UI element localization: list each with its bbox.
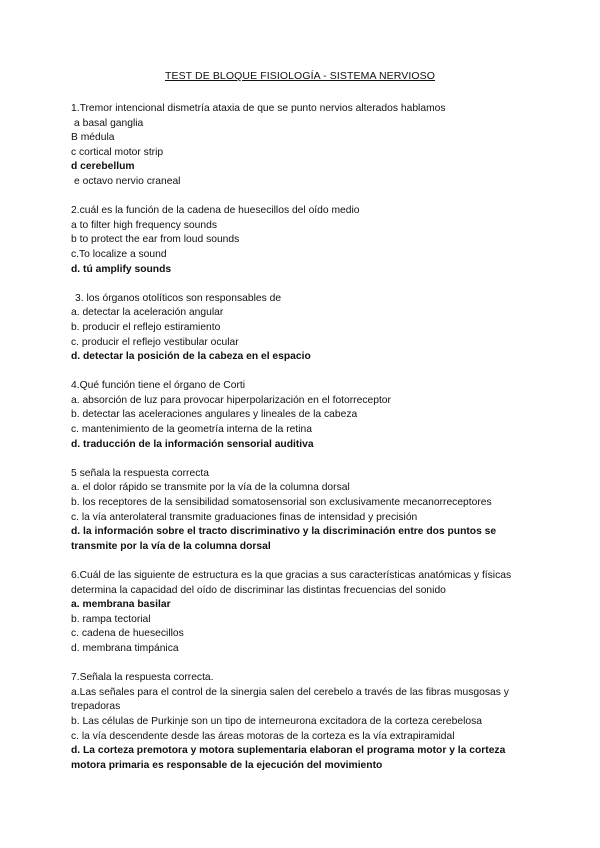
question-2-text: 2.cuál es la función de la cadena de huesecillos del oído medio	[71, 205, 360, 217]
question-3-option-c: c. producir el reflejo vestibular ocular	[71, 336, 239, 348]
question-3-option-d-correct: d. detectar la posición de la cabeza en el espacio	[71, 351, 311, 363]
question-6-option-c: c. cadena de huesecillos	[71, 628, 184, 640]
question-6-text: 6.Cuál de las siguiente de estructura es la que gracias a sus características anatómicas y físicas determina la capacidad del oído de discriminar las distintas frecuencias del sonido	[71, 570, 512, 596]
question-3-option-b: b. producir el reflejo estiramiento	[71, 321, 221, 333]
question-5-option-a: a. el dolor rápido se transmite por la vía de la columna dorsal	[71, 482, 350, 494]
question-2-option-a: a to filter high frequency sounds	[71, 219, 217, 231]
question-1	[71, 102, 531, 190]
question-4-text: 4.Qué función tiene el órgano de Corti	[71, 380, 246, 392]
question-3-text: 3. los órganos otolíticos son responsables de	[75, 292, 282, 304]
question-3-option-a: a. detectar la aceleración angular	[71, 307, 224, 319]
question-2-option-d-correct: d. tú amplify sounds	[71, 263, 172, 275]
question-7-text: 7.Señala la respuesta correcta.	[71, 672, 214, 684]
question-5-text: 5 señala la respuesta correcta	[71, 467, 209, 479]
question-7-option-a: a.Las señales para el control de la sinergia salen del cerebelo a través de las fibras musgosas y trepadoras	[71, 686, 509, 713]
question-7-option-d-correct: d. La corteza premotora y motora suplementaria elaboran el programa motor y la corteza motora primaria es responsable de la ejecución del movimiento	[71, 745, 506, 771]
question-5-option-b: b. los receptores de la sensibilidad somatosensorial son exclusivamente mecanorreceptores	[71, 497, 492, 509]
question-6-option-a-correct: a. membrana basilar	[71, 599, 171, 611]
question-5-option-c: c. la vía anterolateral transmite graduaciones finas de intensidad y precisión	[71, 511, 418, 523]
question-7	[71, 671, 531, 773]
question-1-option-e: e octavo nervio craneal	[74, 175, 181, 187]
question-list	[71, 102, 531, 788]
question-2	[71, 204, 531, 277]
question-2-option-c: c.To localize a sound	[71, 248, 167, 260]
question-1-option-a: a basal ganglia	[74, 117, 144, 129]
question-1-text: 1.Tremor intencional dismetría ataxia de que se punto nervios alterados hablamos	[71, 103, 446, 114]
page-title: TEST DE BLOQUE FISIOLOGÍA - SISTEMA NERVIOSO	[164, 70, 436, 82]
question-7-option-b: b. Las células de Purkinje son un tipo de interneurona excitadora de la corteza cerebelosa	[71, 715, 482, 727]
question-4-option-a: a. absorción de luz para provocar hiperpolarización en el fotorreceptor	[71, 394, 391, 406]
question-3	[71, 292, 531, 365]
question-4	[71, 379, 531, 452]
question-4-option-d-correct: d. traducción de la información sensorial auditiva	[71, 438, 314, 450]
question-6-option-b: b. rampa tectorial	[71, 613, 151, 625]
question-2-option-b: b to protect the ear from loud sounds	[71, 234, 240, 246]
question-6	[71, 569, 531, 657]
question-1-option-b: B médula	[71, 132, 115, 144]
question-6-option-d: d. membrana timpánica	[71, 642, 179, 654]
question-5	[71, 467, 531, 555]
question-1-option-c: c cortical motor strip	[71, 146, 164, 158]
question-1-option-d-correct: d cerebellum	[71, 161, 135, 173]
question-4-option-b: b. detectar las aceleraciones angulares y lineales de la cabeza	[71, 409, 358, 421]
question-5-option-d-correct: d. la información sobre el tracto discriminativo y la discriminación entre dos puntos se transmite por la vía de la columna dorsal	[71, 526, 497, 552]
question-4-option-c: c. mantenimiento de la geometría interna de la retina	[71, 424, 312, 436]
question-7-option-c: c. la vía descendente desde las áreas motoras de la corteza es la vía extrapiramidal	[71, 730, 455, 742]
